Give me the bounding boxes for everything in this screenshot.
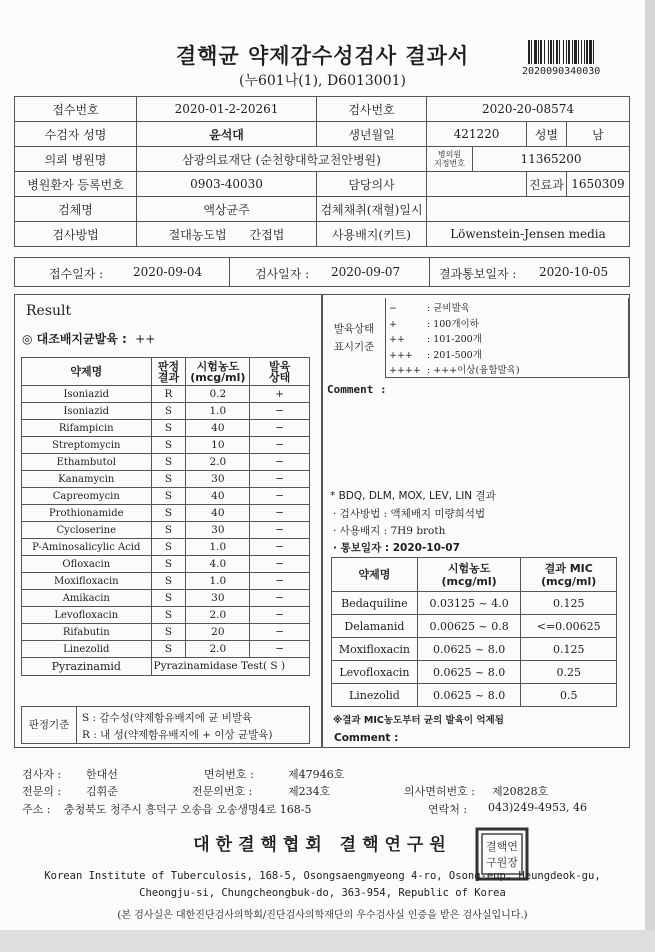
legend-row xyxy=(389,331,482,345)
drug-cell-conc: 1.0 xyxy=(186,403,250,420)
drug-cell-drug: Linezolid xyxy=(22,641,152,658)
drug-cell-conc: 10 xyxy=(186,437,250,454)
drug-cell-judge: S xyxy=(151,607,186,624)
drug-cell-drug: Capreomycin xyxy=(22,488,152,505)
drug-cell-growth: + xyxy=(250,386,310,403)
mic-col-drug: 약제명 xyxy=(332,558,418,592)
mic-cell-drug: Delamanid xyxy=(332,615,418,638)
drug-cell-growth: − xyxy=(250,590,310,607)
dept-label: 진료과 xyxy=(526,172,566,197)
col-conc: 시험농도 (mcg/ml) xyxy=(186,358,250,386)
drug-cell-drug: Prothionamide xyxy=(22,505,152,522)
dept-value: 1650309 xyxy=(566,172,629,197)
contact-value: 043)249-4953, 46 xyxy=(488,801,587,814)
drug-row xyxy=(22,403,310,420)
drug-row xyxy=(22,522,310,539)
method-label: 검사방법 xyxy=(15,222,137,247)
english-address-1: Korean Institute of Tuberculosis, 168-5, Osongsaengmyeong 4-ro, Osong-eup, Heungdeok-gu, xyxy=(44,870,601,882)
report-title: 결핵균 약제감수성검사 결과서 xyxy=(175,44,470,68)
mic-cell-mic: 0.125 xyxy=(521,592,617,615)
drug-cell-conc: 1.0 xyxy=(186,573,250,590)
drug-cell-judge: S xyxy=(151,624,186,641)
certification-note: (본 검사실은 대한진단검사의학회/진단검사의학재단의 우수검사실 인증을 받은 검사실입니다.) xyxy=(117,910,528,921)
doctor-license-value: 제20828호 xyxy=(492,785,549,798)
drug-row xyxy=(22,624,310,641)
drug-cell-drug: Isoniazid xyxy=(22,386,152,403)
specialist-no-value: 제234호 xyxy=(288,785,331,798)
legend-desc: : 101-200개 xyxy=(427,334,482,345)
mic-row xyxy=(332,638,617,661)
drug-cell-judge: S xyxy=(151,522,186,539)
tested-value: 2020-09-07 xyxy=(331,265,401,279)
mic-cell-drug: Bedaquiline xyxy=(332,592,418,615)
drug-cell-growth: − xyxy=(250,437,310,454)
collect-value xyxy=(427,197,630,222)
drug-cell-conc: 2.0 xyxy=(186,607,250,624)
legend-symbol: − xyxy=(389,303,397,314)
bdq-notify: · 통보일자 : 2020-10-07 xyxy=(333,542,460,554)
drug-cell-drug: Amikacin xyxy=(22,590,152,607)
medium-value: Löwenstein-Jensen media xyxy=(427,222,630,247)
scan-bottom-band xyxy=(0,930,655,952)
mic-cell-drug: Linezolid xyxy=(332,684,418,707)
drug-cell-conc: 20 xyxy=(186,624,250,641)
legend-symbol: ++ xyxy=(389,334,405,345)
drug-cell-growth: − xyxy=(250,607,310,624)
collect-label: 검체채취(재혈)일시 xyxy=(317,197,427,222)
legend-label: 발육상태 표시기준 xyxy=(333,323,375,353)
drug-row xyxy=(22,556,310,573)
address-label: 주소 : xyxy=(22,803,51,816)
drug-cell-conc: 40 xyxy=(186,420,250,437)
mic-col-result: 결과 MIC (mcg/ml) xyxy=(521,558,617,592)
reported-label: 결과통보일자 : xyxy=(439,267,517,281)
bdq-comment: Comment : xyxy=(334,732,399,744)
drug-cell-drug: Kanamycin xyxy=(22,471,152,488)
drug-row xyxy=(22,641,310,658)
birth-label: 생년월일 xyxy=(317,122,427,147)
examiner-label: 검사자 : xyxy=(22,768,62,781)
license-value: 제47946호 xyxy=(288,768,345,781)
sex-value: 남 xyxy=(566,122,629,147)
drug-cell-growth: − xyxy=(250,488,310,505)
drug-cell-judge: S xyxy=(151,454,186,471)
drug-cell-judge: S xyxy=(151,590,186,607)
reported-value: 2020-10-05 xyxy=(539,265,609,279)
tested-label: 검사일자 : xyxy=(255,267,310,281)
drug-cell-drug: Ethambutol xyxy=(22,454,152,471)
legend-rows xyxy=(385,298,629,378)
criteria-r: R : 내 성(약제함유배지에 + 이상 균발육) xyxy=(82,729,273,741)
mic-cell-mic: 0.25 xyxy=(521,661,617,684)
drug-cell-growth: − xyxy=(250,471,310,488)
drug-cell-growth: − xyxy=(250,420,310,437)
drug-cell-drug: Cycloserine xyxy=(22,522,152,539)
criteria-label: 판정기준 xyxy=(22,707,77,743)
mic-cell-mic: <=0.00625 xyxy=(521,615,617,638)
hospital-label: 의뢰 병원명 xyxy=(15,147,137,172)
english-address-2: Cheongju-si, Chungcheongbuk-do, 363-954, Republic of Korea xyxy=(139,887,506,899)
col-growth: 발육 상태 xyxy=(250,358,310,386)
drug-cell-conc: 0.2 xyxy=(186,386,250,403)
drug-cell-judge: S xyxy=(151,488,186,505)
drug-cell-growth: − xyxy=(250,624,310,641)
legend-symbol: + xyxy=(389,318,397,330)
test-no-value: 2020-20-08574 xyxy=(427,97,630,122)
drug-cell-conc: 1.0 xyxy=(186,539,250,556)
dates-row xyxy=(14,257,630,287)
mic-cell-range: 0.00625 ~ 0.8 xyxy=(417,615,521,638)
doctor-label: 담당의사 xyxy=(317,172,427,197)
result-title: Result xyxy=(26,303,72,319)
drug-cell-drug: Levofloxacin xyxy=(22,607,152,624)
mic-row xyxy=(332,615,617,638)
mic-cell-mic: 0.5 xyxy=(521,684,617,707)
drug-cell-judge: S xyxy=(151,403,186,420)
legend-desc: : 201-500개 xyxy=(427,349,482,361)
examiner-name: 한대선 xyxy=(86,768,118,781)
method-value: 절대농도법 간접법 xyxy=(137,222,317,247)
hosp-no-value: 11365200 xyxy=(473,147,630,172)
col-drug: 약제명 xyxy=(22,358,152,386)
drug-cell-conc: 2.0 xyxy=(186,454,250,471)
mic-col-conc: 시험농도 (mcg/ml) xyxy=(417,558,521,592)
receipt-label: 접수번호 xyxy=(15,97,137,122)
drug-cell-drug: Rifabutin xyxy=(22,624,152,641)
mic-row xyxy=(332,661,617,684)
license-label: 면허번호 : xyxy=(204,768,254,781)
drug-cell-conc: 30 xyxy=(186,522,250,539)
mic-cell-range: 0.0625 ~ 8.0 xyxy=(417,684,521,707)
mic-note: ※결과 MIC농도부터 균의 발육이 억제됨 xyxy=(333,715,504,726)
mic-row xyxy=(332,592,617,615)
legend-desc: : 100개이하 xyxy=(427,318,479,330)
criteria-s: S : 감수성(약제함유배지에 균 비발육 xyxy=(82,712,253,724)
mic-row xyxy=(332,684,617,707)
specialist-name: 김휘준 xyxy=(86,785,118,798)
specialist-label: 전문의 : xyxy=(22,785,62,798)
medium-label: 사용배지(키트) xyxy=(317,222,427,247)
drug-cell-drug: Isoniazid xyxy=(22,403,152,420)
drug-row xyxy=(22,607,310,624)
drug-row xyxy=(22,488,310,505)
legend-row xyxy=(389,300,470,314)
barcode-image xyxy=(528,40,620,64)
reg-value: 0903-40030 xyxy=(137,172,317,197)
drug-cell-drug: Rifampicin xyxy=(22,420,152,437)
hosp-no-label: 병의원 지정번호 xyxy=(427,147,473,172)
mic-table xyxy=(331,557,617,707)
drug-row xyxy=(22,420,310,437)
patient-name: 윤석대 xyxy=(137,122,317,147)
drug-cell-growth: − xyxy=(250,522,310,539)
drug-cell-growth: − xyxy=(250,539,310,556)
drug-cell-conc: 40 xyxy=(186,505,250,522)
drug-cell-growth: − xyxy=(250,641,310,658)
drug-cell-judge: S xyxy=(151,573,186,590)
patient-label: 수검자 성명 xyxy=(15,122,137,147)
receipt-value: 2020-01-2-20261 xyxy=(137,97,317,122)
bdq-medium: · 사용배지 : 7H9 broth xyxy=(333,525,446,537)
received-value: 2020-09-04 xyxy=(133,265,203,279)
svg-text:구원장: 구원장 xyxy=(486,856,518,869)
drug-cell-drug: Streptomycin xyxy=(22,437,152,454)
legend-row xyxy=(389,347,482,361)
drug-susceptibility-table xyxy=(21,357,310,676)
legend-row xyxy=(389,316,479,330)
mic-cell-range: 0.03125 ~ 4.0 xyxy=(417,592,521,615)
patient-info-table xyxy=(14,96,630,247)
drug-cell-judge: S xyxy=(151,471,186,488)
drug-cell-judge: S xyxy=(151,556,186,573)
legend-desc: : 균비발육 xyxy=(427,303,470,314)
mic-cell-drug: Levofloxacin xyxy=(332,661,418,684)
drug-cell-judge: S xyxy=(151,539,186,556)
barcode-number: 2020090340030 xyxy=(522,66,601,77)
mic-cell-range: 0.0625 ~ 8.0 xyxy=(417,638,521,661)
mic-cell-drug: Moxifloxacin xyxy=(332,638,418,661)
specialist-no-label: 전문의번호 : xyxy=(192,785,253,798)
legend-symbol: ++++ xyxy=(389,365,421,376)
drug-row xyxy=(22,471,310,488)
drug-cell-judge: S xyxy=(151,420,186,437)
bdq-method: · 검사방법 : 액체배지 미량희석법 xyxy=(333,508,486,520)
drug-row xyxy=(22,505,310,522)
pza-value: Pyrazinamidase Test( S ) xyxy=(151,658,309,676)
drug-cell-conc: 30 xyxy=(186,471,250,488)
doctor-value xyxy=(427,172,527,197)
address-value: 충청북도 청주시 흥덕구 오송읍 오송생명4로 168-5 xyxy=(64,803,312,816)
drug-cell-judge: S xyxy=(151,505,186,522)
drug-cell-drug: P-Aminosalicylic Acid xyxy=(22,539,152,556)
drug-cell-growth: − xyxy=(250,403,310,420)
legend-symbol: +++ xyxy=(389,349,413,361)
drug-row xyxy=(22,437,310,454)
drug-row xyxy=(22,539,310,556)
judgment-criteria xyxy=(21,706,310,744)
drug-cell-conc: 30 xyxy=(186,590,250,607)
bdq-title: * BDQ, DLM, MOX, LEV, LIN 결과 xyxy=(330,490,496,502)
organization-name: 대한결핵협회 결핵연구원 xyxy=(193,835,452,855)
drug-cell-drug: Ofloxacin xyxy=(22,556,152,573)
legend-row xyxy=(389,362,520,376)
drug-cell-conc: 40 xyxy=(186,488,250,505)
drug-cell-judge: R xyxy=(151,386,186,403)
sex-label: 성별 xyxy=(526,122,566,147)
comment-label: Comment : xyxy=(327,383,387,396)
svg-text:결핵연: 결핵연 xyxy=(486,840,518,853)
drug-row xyxy=(22,573,310,590)
drug-row xyxy=(22,386,310,403)
contact-label: 연락처 : xyxy=(428,803,468,816)
drug-cell-conc: 2.0 xyxy=(186,641,250,658)
page-edge-shadow xyxy=(645,0,655,952)
birth-value: 421220 xyxy=(427,122,527,147)
specimen-label: 검체명 xyxy=(15,197,137,222)
mic-cell-mic: 0.125 xyxy=(521,638,617,661)
drug-cell-drug: Moxifloxacin xyxy=(22,573,152,590)
mic-cell-range: 0.0625 ~ 8.0 xyxy=(417,661,521,684)
drug-cell-judge: S xyxy=(151,437,186,454)
drug-cell-judge: S xyxy=(151,641,186,658)
control-growth: ◎ 대조배지균발육 : ++ xyxy=(22,332,156,346)
drug-cell-conc: 4.0 xyxy=(186,556,250,573)
drug-cell-growth: − xyxy=(250,556,310,573)
doctor-license-label: 의사면허번호 : xyxy=(404,785,475,798)
col-judge: 판정 결과 xyxy=(151,358,186,386)
test-no-label: 검사번호 xyxy=(317,97,427,122)
legend-desc: : +++이상(융합발육) xyxy=(427,365,520,376)
hospital-value: 삼광의료재단 (순천향대학교천안병원) xyxy=(137,147,427,172)
drug-cell-growth: − xyxy=(250,505,310,522)
drug-cell-growth: − xyxy=(250,454,310,471)
specimen-value: 액상균주 xyxy=(137,197,317,222)
drug-cell-growth: − xyxy=(250,573,310,590)
received-label: 접수일자 : xyxy=(49,267,104,281)
report-code: (누601나(1), D6013001) xyxy=(238,73,406,89)
drug-row xyxy=(22,454,310,471)
pza-drug: Pyrazinamid xyxy=(22,658,152,676)
reg-label: 병원환자 등록번호 xyxy=(15,172,137,197)
drug-row xyxy=(22,590,310,607)
growth-legend xyxy=(323,298,629,378)
